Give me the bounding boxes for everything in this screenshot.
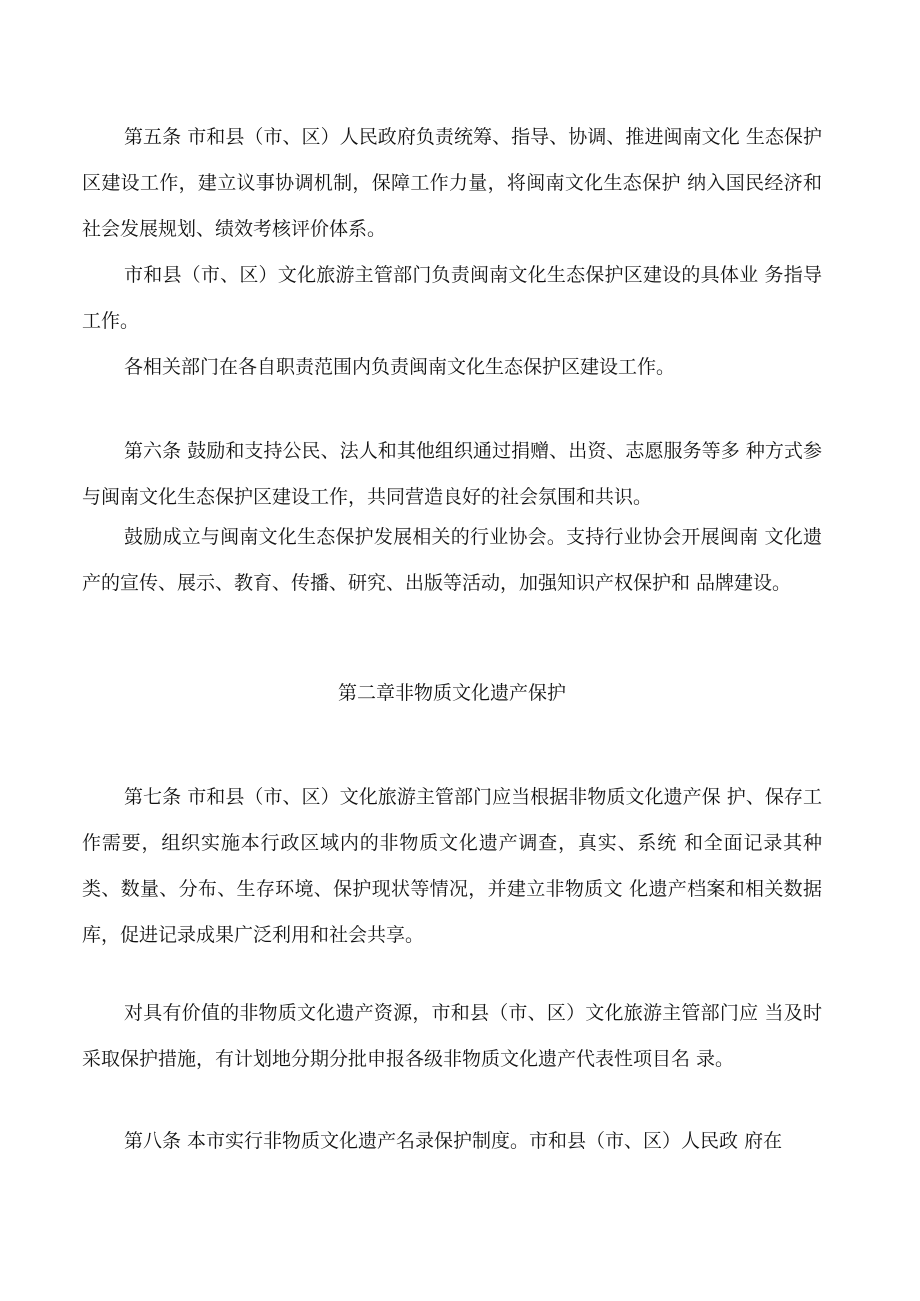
chapter-2-title: 第二章非物质文化遗产保护 — [337, 682, 566, 704]
article-5-paragraph-1: 第五条 市和县（市、区）人民政府负责统筹、指导、协调、推进闽南文化 生态保护区建设工作，建立议事协调机制，保障工作力量，将闽南文化生态保护 纳入国民经济和社会发展规划、绩效考核评价体系。 — [82, 126, 822, 240]
article-6-paragraph-2: 鼓励成立与闽南文化生态保护发展相关的行业协会。支持行业协会开展闽南 文化遗产的宣传、展示、教育、传播、研究、出版等活动，加强知识产权保护和 品牌建设。 — [82, 526, 822, 594]
article-7-paragraph-2: 对具有价值的非物质文化遗产资源，市和县（市、区）文化旅游主管部门应 当及时采取保护措施，有计划地分期分批申报各级非物质文化遗产代表性项目名 录。 — [82, 1002, 822, 1070]
article-6-paragraph-1: 第六条 鼓励和支持公民、法人和其他组织通过捐赠、出资、志愿服务等多 种方式参与闽南文化生态保护区建设工作，共同营造良好的社会氛围和共识。 — [82, 440, 822, 508]
article-5-paragraph-3: 各相关部门在各自职责范围内负责闽南文化生态保护区建设工作。 — [124, 356, 676, 378]
article-7-paragraph-1: 第七条 市和县（市、区）文化旅游主管部门应当根据非物质文化遗产保 护、保存工作需要，组织实施本行政区域内的非物质文化遗产调查，真实、系统 和全面记录其种类、数量、分布、生存环境、保护现状等情况，并建立非物质文 化遗产档案和相关数据库，促进记录成果广泛利用和社会共享。 — [82, 786, 822, 946]
article-5-paragraph-2: 市和县（市、区）文化旅游主管部门负责闽南文化生态保护区建设的具体业 务指导工作。 — [82, 264, 822, 332]
article-8-paragraph-1: 第八条 本市实行非物质文化遗产名录保护制度。市和县（市、区）人民政 府在 — [124, 1130, 783, 1152]
